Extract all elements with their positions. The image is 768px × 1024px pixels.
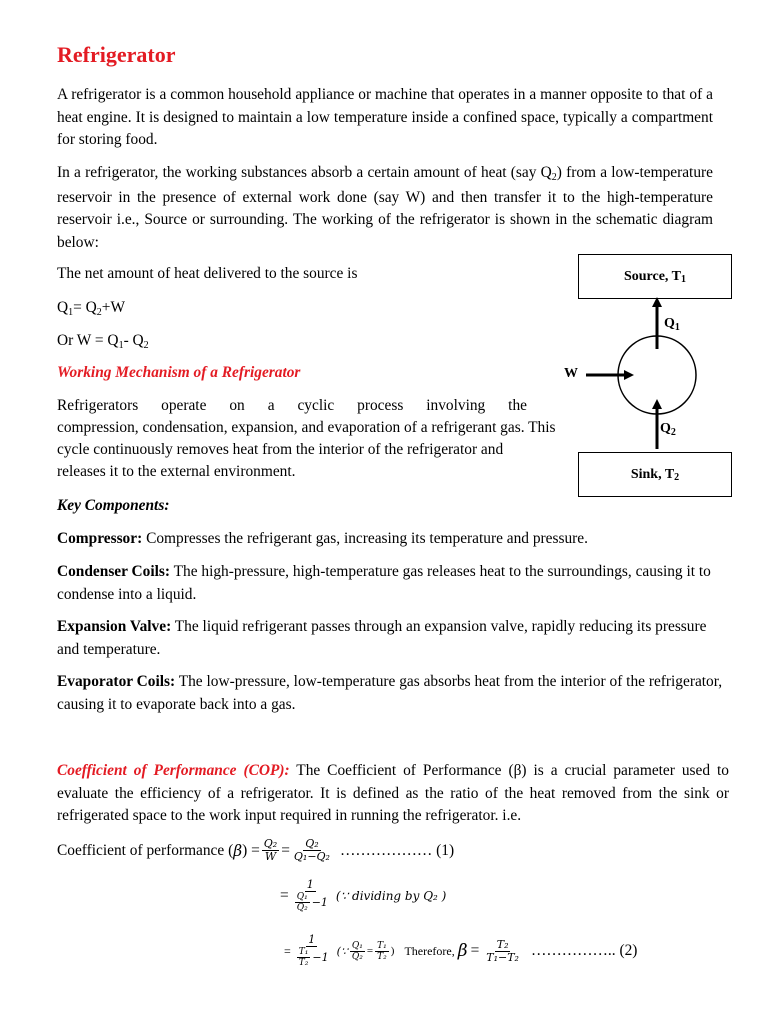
equation-w: Or $W = Q_1-$ $Q_2$ bbox=[57, 332, 149, 351]
component-expansion-valve: Expansion Valve: The liquid refrigerant passes through an expansion valve, rapidly reducing its pressure and temperature. bbox=[57, 618, 707, 658]
working-sub: 2 bbox=[551, 172, 557, 183]
sink-box: Sink, T $_2$ bbox=[578, 452, 732, 497]
mechanism-line-3: cycle continuously removes heat from the interior of the refrigerator and bbox=[57, 441, 504, 458]
component-condenser: Condenser Coils: The high-pressure, high-temperature gas releases heat to the surroundings, causing it to condense into a liquid. bbox=[57, 563, 711, 603]
mechanism-line-1: Refrigerators operate on a cyclic process involving the bbox=[57, 397, 527, 414]
fraction-q2-over-w: $\frac{\text{Q₂}}{W}$ bbox=[263, 837, 278, 863]
component-compressor: Compressor: Compresses the refrigerant gas, increasing its temperature and pressure. bbox=[57, 530, 588, 547]
working-paragraph bbox=[57, 162, 713, 254]
fraction-one-over-ratio: 1 $\frac{\text{Q₁}}{\text{Q₂}}$ −1 bbox=[296, 878, 328, 913]
key-components-heading: Key Components: bbox=[57, 497, 170, 514]
q1-arrowhead bbox=[652, 297, 662, 307]
fraction-q2-over-q1-minus-q2: $\frac{\text{Q₂}}{\text{Q₁−Q₂}}$ bbox=[293, 837, 330, 863]
working-text-1: In a refrigerator, the working substances absorb a certain amount of heat (say Q bbox=[57, 164, 552, 181]
equation-q1: $Q_1= Q_2+W$ bbox=[57, 299, 125, 318]
cop-paragraph: Coefficient of Performance (COP): The Coefficient of Performance (β) is a crucial parameter used to evaluate the efficiency of a refrigerator. It is defined as the ratio of the heat removed from the sink or refrigerated space to the work input required in running the refrigerator. i.e. bbox=[57, 762, 729, 824]
formula-line-2: = 1 $\frac{\text{Q₁}}{\text{Q₂}}$ −1 (∵ dividing by Q₂ ) bbox=[280, 878, 447, 913]
q2-label: $Q_2$ bbox=[660, 421, 676, 438]
cop-heading: Coefficient of Performance (COP): bbox=[57, 762, 290, 779]
mechanism-line-4: releases it to the external environment. bbox=[57, 463, 296, 480]
w-arrowhead bbox=[624, 370, 634, 380]
formula-line-1: Coefficient of performance ( β ) = $\frac{\text{Q₂}}{W}$ = $\frac{\text{Q₂}}{\text{Q₁−Q₂}}$ ……………… (1) bbox=[57, 837, 455, 863]
intro-paragraph: A refrigerator is a common household appliance or machine that operates in a manner opposite to that of a heat engine. It is designed to maintain a low temperature inside a confined space, typically a compartment for storing food. bbox=[57, 86, 713, 148]
working-text-2: ) from a low-temperature reservoir in the presence of external work done (say W) and then transfer it to the high-temperature reservoir i.e., Source or surrounding. The working of the refrigerator is shown in the schematic diagram below: bbox=[57, 164, 713, 251]
fraction-one-over-t-ratio: 1 $\frac{\text{T₁}}{\text{T₂}}$ −1 bbox=[298, 933, 329, 968]
net-heat-text: The net amount of heat delivered to the source is bbox=[57, 265, 358, 282]
mechanism-heading: Working Mechanism of a Refrigerator bbox=[57, 364, 301, 381]
q1-label: $Q_1$ bbox=[664, 316, 680, 333]
q2-arrowhead bbox=[652, 399, 662, 409]
w-label: W bbox=[564, 366, 578, 381]
source-box: Source, T $_1$ bbox=[578, 254, 732, 299]
page-title: Refrigerator bbox=[57, 42, 176, 67]
component-evaporator: Evaporator Coils: The low-pressure, low-temperature gas absorbs heat from the interior of the refrigerator, causing it to evaporate back into a gas. bbox=[57, 673, 723, 713]
mechanism-line-2: compression, condensation, expansion, and evaporation of a refrigerant gas. This bbox=[57, 419, 556, 436]
formula-line-3: = 1 $\frac{\text{T₁}}{\text{T₂}}$ −1 (∵ $\frac{\text{Q₁}}{\text{Q₂}}$ = $\frac{\text{T₁}}{\text{T₂}}$ ) Therefore, β = $\frac{\text{T₂}}{\text{T₁−T₂}}$ …………….. (2) bbox=[284, 933, 638, 968]
fraction-t2-over-t1-minus-t2: $\frac{\text{T₂}}{\text{T₁−T₂}}$ bbox=[486, 937, 519, 964]
